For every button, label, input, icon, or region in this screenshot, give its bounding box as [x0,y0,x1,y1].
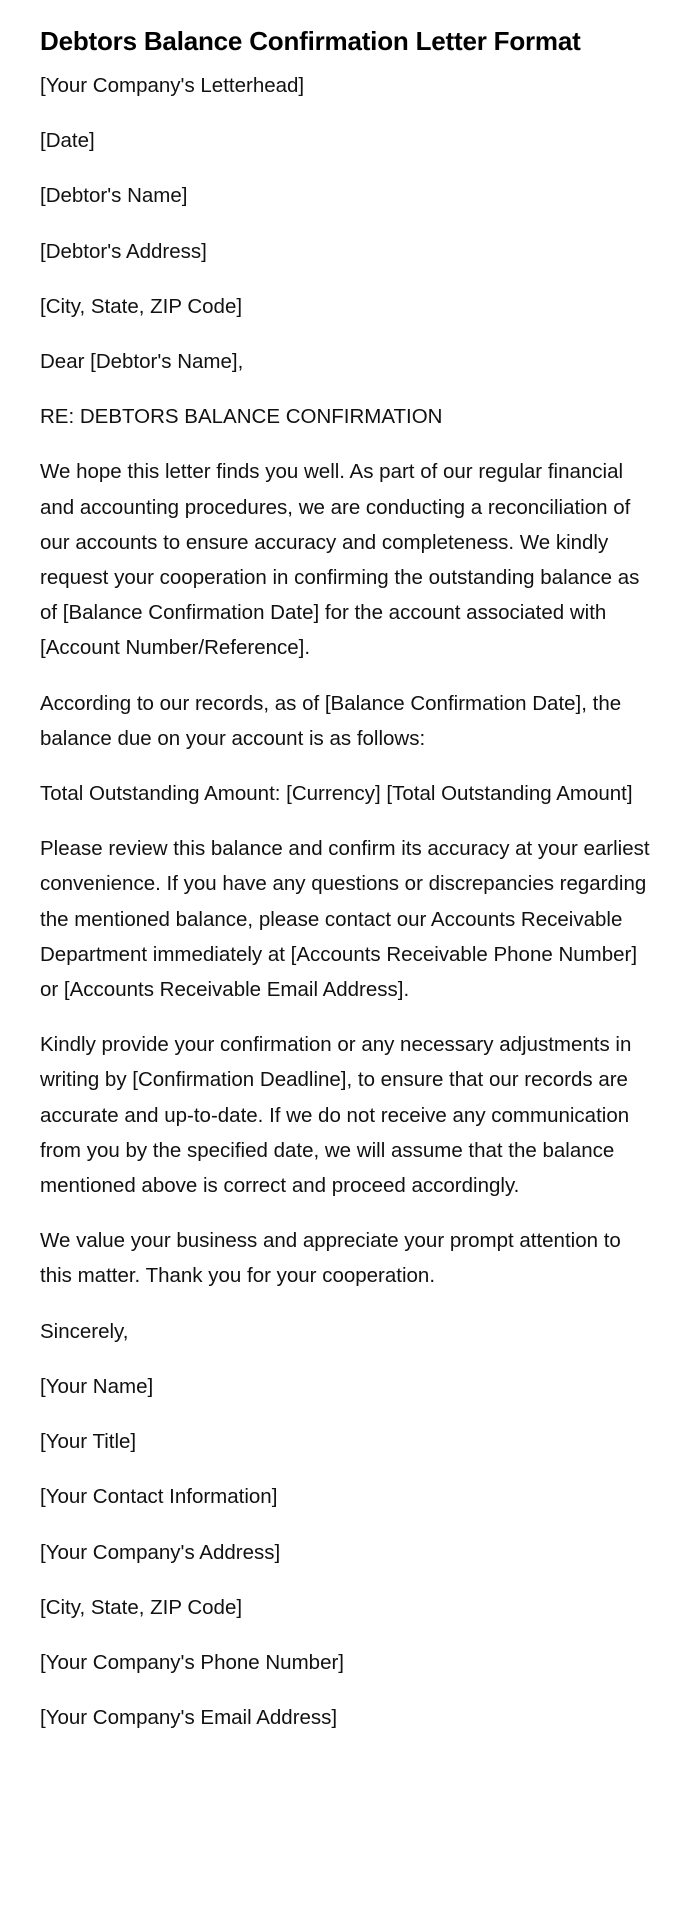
sender-title-placeholder: [Your Title] [40,1430,137,1454]
letter-document [40,0,650,1755]
date-placeholder: [Date] [40,129,95,153]
salutation: Dear [Debtor's Name], [40,350,244,374]
document-title: Debtors Balance Confirmation Letter Format [40,26,581,56]
debtor-name-placeholder: [Debtor's Name] [40,184,188,208]
body-paragraph-closing: We value your business and appreciate your prompt attention to this matter. Thank you for your cooperation. [40,1229,621,1288]
letterhead-placeholder: [Your Company's Letterhead] [40,74,305,97]
sender-phone-placeholder: [Your Company's Phone Number] [40,1650,344,1674]
total-outstanding-amount: Total Outstanding Amount: [Currency] [Total Outstanding Amount] [40,782,633,806]
sign-off: Sincerely, [40,1319,129,1343]
sender-company-address-placeholder: [Your Company's Address] [40,1540,281,1564]
letter-body [40,68,650,1735]
body-paragraph-records: According to our records, as of [Balance Confirmation Date], the balance due on your account is as follows: [40,691,622,750]
debtor-city-state-zip-placeholder: [City, State, ZIP Code] [40,294,243,318]
sender-email-placeholder: [Your Company's Email Address] [40,1706,338,1730]
sender-name-placeholder: [Your Name] [40,1374,154,1398]
debtor-address-placeholder: [Debtor's Address] [40,239,207,263]
sender-contact-placeholder: [Your Contact Information] [40,1485,278,1509]
body-paragraph-deadline: Kindly provide your confirmation or any necessary adjustments in writing by [Confirmation Deadline], to ensure that our records are accurate and up-to-date. If we do not receive any communication from you by the specified date, we will assume that the balance mentioned above is correct and proceed accordingly. [40,1033,632,1198]
sender-city-state-zip-placeholder: [City, State, ZIP Code] [40,1595,243,1619]
body-paragraph-review: Please review this balance and confirm its accuracy at your earliest convenience. If you have any questions or discrepancies regarding the mentioned balance, please contact our Accounts Receivable Department immediately at [Accounts Receivable Phone Number] or [Accounts Receivable Email Address]. [40,837,650,1002]
body-paragraph-intro: We hope this letter finds you well. As part of our regular financial and accounting procedures, we are conducting a reconciliation of our accounts to ensure accuracy and completeness. We kindly request your cooperation in confirming the outstanding balance as of [Balance Confirmation Date] for the account associated with [Account Number/Reference]. [40,460,640,660]
subject-line: RE: DEBTORS BALANCE CONFIRMATION [40,405,443,429]
